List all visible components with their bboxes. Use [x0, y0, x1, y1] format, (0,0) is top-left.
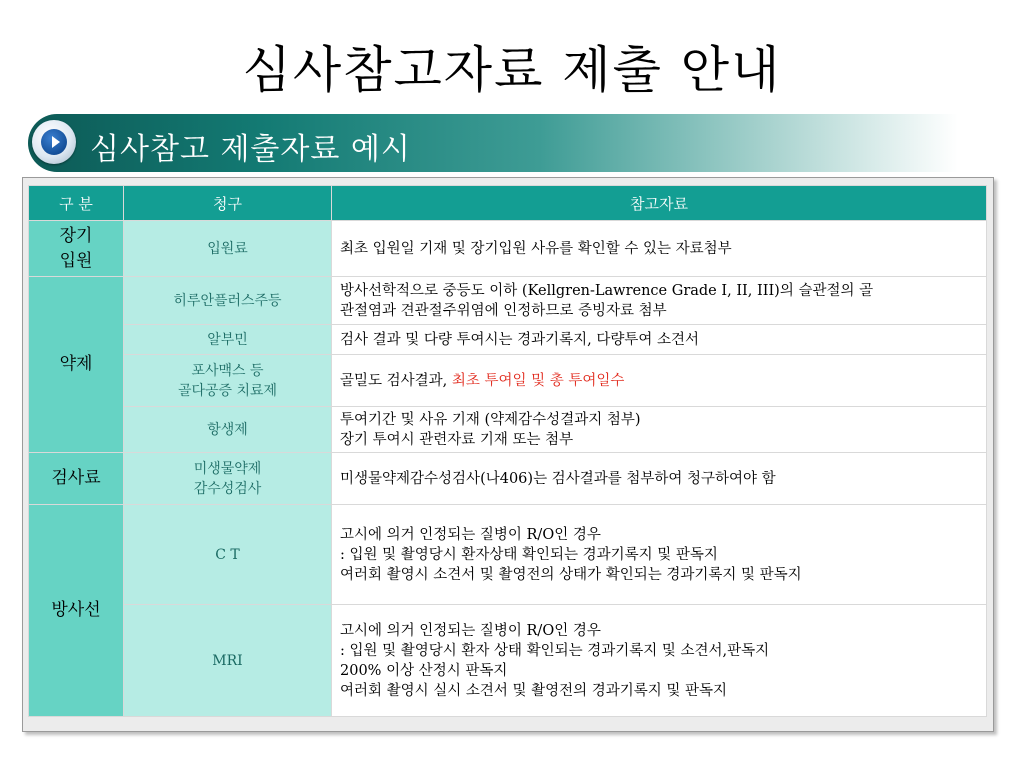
claim-line: 포사맥스 등 — [191, 362, 264, 379]
reference-cell — [332, 505, 987, 605]
reference-line: 여러회 촬영시 실시 소견서 및 촬영전의 경과기록지 및 판독지 — [340, 682, 728, 699]
reference-line: 투여기간 및 사유 기재 (약제감수성결과지 첨부) — [340, 411, 641, 428]
reference-line: : 입원 및 촬영당시 환자상태 확인되는 경과기록지 및 판독지 — [340, 546, 718, 563]
play-triangle — [52, 136, 60, 148]
category-cell — [29, 453, 124, 505]
reference-text: 골밀도 검사결과, — [340, 372, 452, 389]
reference-line: : 입원 및 촬영당시 환자 상태 확인되는 경과기록지 및 소견서,판독지 — [340, 642, 770, 659]
category-cell — [29, 221, 124, 277]
table-row — [29, 407, 987, 453]
category-cell — [29, 505, 124, 717]
reference-cell — [332, 325, 987, 355]
claim-cell — [124, 355, 332, 407]
claim-line: 감수성검사 — [193, 480, 262, 497]
claim-line: 항생제 — [207, 421, 248, 438]
play-circle-icon — [32, 120, 76, 164]
table-row — [29, 325, 987, 355]
claim-cell — [124, 605, 332, 717]
reference-cell — [332, 221, 987, 277]
section-subtitle: 심사참고 제출자료 예시 — [90, 132, 411, 167]
reference-cell — [332, 453, 987, 505]
table-row — [29, 277, 987, 325]
category-cell — [29, 277, 124, 453]
claim-line: MRI — [212, 652, 243, 669]
category-line: 입원 — [59, 250, 93, 271]
table-row — [29, 453, 987, 505]
claim-cell — [124, 277, 332, 325]
category-line: 방사선 — [51, 600, 101, 620]
play-icon-inner — [41, 129, 67, 155]
reference-line: 고시에 의거 인정되는 질병이 R/O인 경우 — [340, 622, 601, 639]
category-line: 검사료 — [51, 468, 101, 488]
table-header-row — [29, 186, 987, 221]
header-claim: 청구 — [124, 186, 332, 221]
claim-cell — [124, 505, 332, 605]
reference-line: 관절염과 견관절주위염에 인정하므로 증빙자료 첨부 — [340, 302, 667, 319]
claim-cell — [124, 407, 332, 453]
table-row — [29, 355, 987, 407]
reference-cell — [332, 277, 987, 325]
reference-line: 미생물약제감수성검사(나406)는 검사결과를 첨부하여 청구하여야 함 — [340, 470, 776, 487]
reference-cell — [332, 605, 987, 717]
reference-line: 최초 입원일 기재 및 장기입원 사유를 확인할 수 있는 자료첨부 — [340, 240, 732, 257]
reference-cell — [332, 355, 987, 407]
claim-line: 미생물약제 — [193, 460, 262, 477]
table-row — [29, 605, 987, 717]
claim-line: 알부민 — [207, 331, 248, 348]
header-reference: 참고자료 — [332, 186, 987, 221]
claim-line: 골다공증 치료제 — [177, 382, 278, 399]
table-row — [29, 505, 987, 605]
claim-cell — [124, 453, 332, 505]
reference-line: 고시에 의거 인정되는 질병이 R/O인 경우 — [340, 526, 601, 543]
reference-highlight: 최초 투여일 및 총 투여일수 — [451, 372, 625, 389]
claim-cell — [124, 325, 332, 355]
reference-line: 여러회 촬영시 소견서 및 촬영전의 상태가 확인되는 경과기록지 및 판독지 — [340, 566, 802, 583]
category-line: 약제 — [59, 354, 93, 374]
claim-line: 입원료 — [207, 240, 248, 257]
reference-line: 검사 결과 및 다량 투여시는 경과기록지, 다량투여 소견서 — [340, 331, 700, 348]
reference-line: 방사선학적으로 중등도 이하 (Kellgren-Lawrence Grade I, II, III)의 슬관절의 골 — [340, 282, 874, 299]
header-category: 구 분 — [29, 186, 124, 221]
page-title: 심사참고자료 제출 안내 — [242, 41, 782, 99]
claim-line: 히루안플러스주등 — [173, 292, 282, 309]
claim-line: C T — [215, 546, 240, 563]
reference-line: 장기 투여시 관련자료 기재 또는 첨부 — [340, 431, 574, 448]
reference-table — [28, 185, 987, 717]
claim-cell — [124, 221, 332, 277]
category-line: 장기 — [59, 225, 93, 246]
reference-cell — [332, 407, 987, 453]
table-row — [29, 221, 987, 277]
reference-line: 200% 이상 산정시 판독지 — [340, 662, 508, 679]
